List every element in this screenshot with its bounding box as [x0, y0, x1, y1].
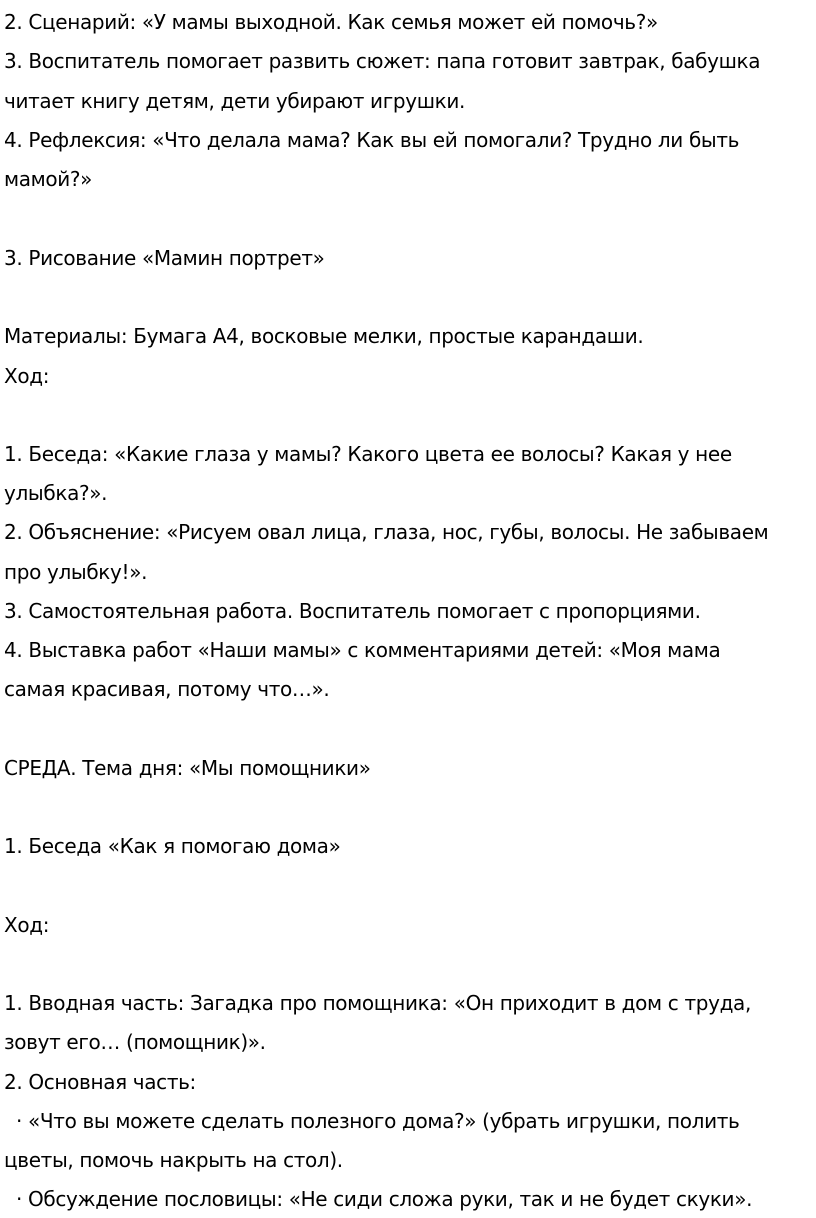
- text-line-explanation-cont: про улыбку!».: [4, 560, 148, 584]
- section-heading-wednesday: СРЕДА. Тема дня: «Мы помощники»: [4, 756, 371, 780]
- text-line-scenario: 2. Сценарий: «У мамы выходной. Как семья может ей помочь?»: [4, 10, 658, 34]
- bullet-item-proverb: · Обсуждение пословицы: «Не сиди сложа руки, так и не будет скуки».: [16, 1187, 753, 1211]
- bullet-item-useful-at-home-cont: цветы, помочь накрыть на стол).: [4, 1148, 343, 1172]
- text-line-educator-plot: 3. Воспитатель помогает развить сюжет: папа готовит завтрак, бабушка: [4, 49, 761, 73]
- text-line-intro-part-cont: зовут его… (помощник)».: [4, 1030, 266, 1054]
- text-line-educator-plot-cont: читает книгу детям, дети убирают игрушки.: [4, 89, 466, 113]
- section-heading-drawing: 3. Рисование «Мамин портрет»: [4, 246, 325, 270]
- bullet-item-useful-at-home: · «Что вы можете сделать полезного дома?» (убрать игрушки, полить: [16, 1109, 740, 1133]
- text-line-intro-part: 1. Вводная часть: Загадка про помощника: «Он приходит в дом с труда,: [4, 991, 751, 1015]
- text-line-conversation-cont: улыбка?».: [4, 481, 108, 505]
- text-line-exhibition-cont: самая красивая, потому что…».: [4, 677, 330, 701]
- text-line-materials: Материалы: Бумага А4, восковые мелки, простые карандаши.: [4, 324, 644, 348]
- text-line-main-part: 2. Основная часть:: [4, 1070, 196, 1094]
- section-heading-conversation: 1. Беседа «Как я помогаю дома»: [4, 834, 341, 858]
- text-line-reflection-cont: мамой?»: [4, 167, 93, 191]
- text-line-explanation: 2. Объяснение: «Рисуем овал лица, глаза, нос, губы, волосы. Не забываем: [4, 520, 769, 544]
- text-line-procedure-label-2: Ход:: [4, 913, 50, 937]
- text-line-independent-work: 3. Самостоятельная работа. Воспитатель помогает с пропорциями.: [4, 599, 701, 623]
- text-line-conversation: 1. Беседа: «Какие глаза у мамы? Какого цвета ее волосы? Какая у нее: [4, 442, 732, 466]
- text-line-exhibition: 4. Выставка работ «Наши мамы» с комментариями детей: «Моя мама: [4, 638, 721, 662]
- text-line-procedure-label: Ход:: [4, 364, 50, 388]
- text-line-reflection: 4. Рефлексия: «Что делала мама? Как вы ей помогали? Трудно ли быть: [4, 128, 740, 152]
